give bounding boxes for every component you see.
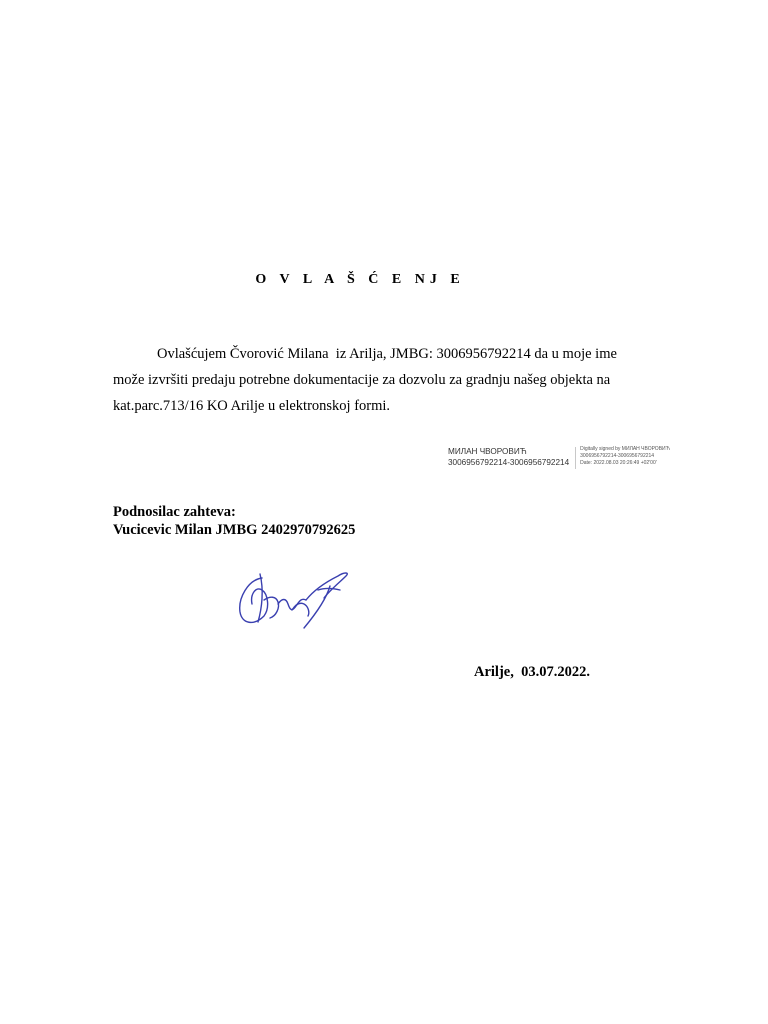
handwritten-signature [234, 560, 354, 640]
document-title: O V L A Š Ć E NJ E [255, 272, 465, 287]
applicant-name: Vucicevic Milan JMBG 2402970792625 [113, 522, 356, 538]
authorization-line-2: može izvršiti predaju potrebne dokumentacije za dozvolu za gradnju našeg objekta na [113, 372, 611, 388]
applicant-block [113, 503, 355, 539]
digital-signature-divider [575, 447, 576, 469]
digital-signature-details [580, 446, 670, 467]
digital-signature-block [448, 446, 670, 469]
applicant-label: Podnosilac zahteva: [113, 504, 236, 520]
place-and-date: Arilje, 03.07.2022. [474, 664, 590, 680]
authorization-text [113, 341, 643, 419]
digital-signature-signed-by: Digitally signed by МИЛАН ЧВОРОВИЋ [580, 446, 670, 452]
authorization-line-3: kat.parc.713/16 KO Arilje u elektronskoj formi. [113, 398, 391, 414]
digital-signature-signed-id: 3006956792214-3006956792214 [580, 453, 655, 459]
authorization-line-1: Ovlašćujem Čvorović Milana iz Arilja, JMBG: 3006956792214 da u moje ime [157, 346, 617, 362]
digital-signature-name-block [448, 446, 575, 468]
digital-signature-id: 3006956792214-3006956792214 [448, 458, 570, 467]
digital-signature-name: МИЛАН ЧВОРОВИЋ [448, 447, 527, 456]
signature-drawing [234, 560, 354, 640]
digital-signature-date: Date: 2022.08.03 20:26:49 +02'00' [580, 460, 657, 466]
